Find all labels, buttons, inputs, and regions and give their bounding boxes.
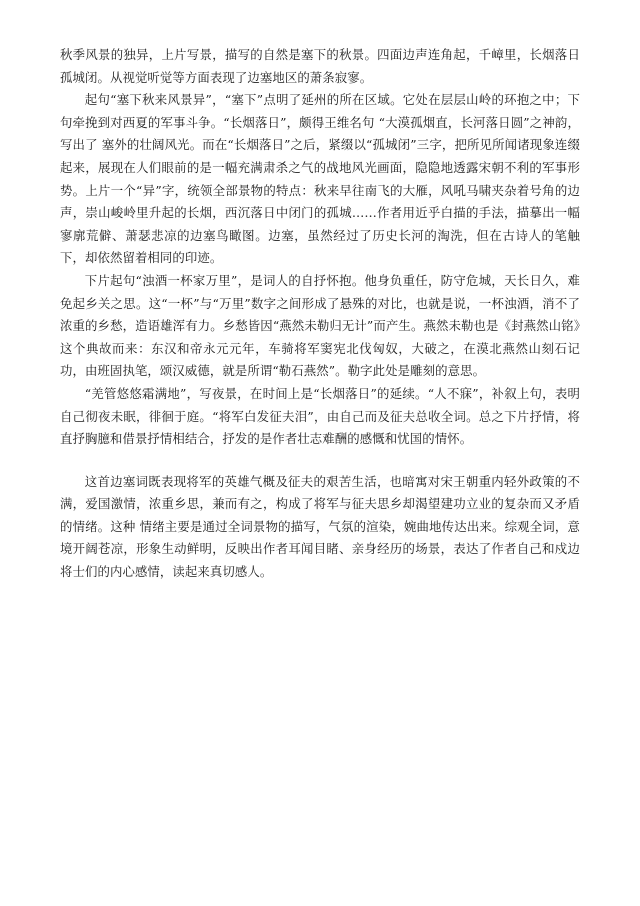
paragraph-night-scene-analysis: “羌管悠悠霜满地”，写夜景，在时间上是“长烟落日”的延续。“人不寐”，补叙上句，表明自己彻夜未眠，徘徊于庭。“将军白发征夫泪”，由自己而及征夫总收全词。总之下片抒情，将直抒胸臆和借景抒情相结合，抒发的是作者壮志难酬的感慨和忧国的情怀。 [60,385,580,447]
paragraph-conclusion: 这首边塞词既表现将军的英雄气概及征夫的艰苦生活，也暗寓对宋王朝重内轻外政策的不满，爱国激情，浓重乡思，兼而有之，构成了将军与征夫思乡却渴望建功立业的复杂而又矛盾的情绪。这种 情绪主要是通过全词景物的描写，气氛的渲染，婉曲地传达出来。综观全词，意境开阔苍凉，形象生动鲜明，反映出作者耳闻目睹、亲身经历的场景，表达了作者自己和戍边将士们的内心感情，读起来真切感人。 [60,473,580,580]
paragraph-intro: 秋季风景的独异，上片写景，描写的自然是塞下的秋景。四面边声连角起，千嶂里，长烟落日孤城闭。从视觉听觉等方面表现了边塞地区的萧条寂寥。 [60,47,580,85]
paragraph-second-stanza-analysis: 下片起句“浊酒一杯家万里”，是词人的自抒怀抱。他身负重任，防守危城，天长日久，难免起乡关之思。这“一杯”与“万里”数字之间形成了悬殊的对比，也就是说，一杯浊酒，消不了浓重的乡愁，造语雄浑有力。乡愁皆因“燕然未勒归无计”而产生。燕然未勒也是《封燕然山铭》这个典故而来：东汉和帝永元元年，车骑将军窦宪北伐匈奴，大破之，在漠北燕然山刻石记功，由班固执笔，颂汉威德，就是所谓“勒石燕然”。勒字此处是雕刻的意思。 [60,272,580,379]
paragraph-opening-line-analysis: 起句“塞下秋来风景异”，“塞下”点明了延州的所在区域。它处在层层山岭的环抱之中；下句牵挽到对西夏的军事斗争。“长烟落日”，颇得王维名句 “大漠孤烟直，长河落日圆”之神韵，写出了 塞外的壮阔风光。而在“长烟落日”之后，紧缀以“孤城闭”三字，把所见所闻诸现象连缀起来，展现在人们眼前的是一幅充满肃杀之气的战地风光画面，隐隐地透露宋朝不利的军事形势。上片一个“异”字，统领全部景物的特点：秋来早往南飞的大雁，风吼马啸夹杂着号角的边声，崇山峻岭里升起的长烟，西沉落日中闭门的孤城……作者用近乎白描的手法，描摹出一幅寥廓荒僻、萧瑟悲凉的边塞鸟瞰图。边塞，虽然经过了历史长河的淘洗，但在古诗人的笔触下，却依然留着相同的印迹。 [60,92,580,266]
